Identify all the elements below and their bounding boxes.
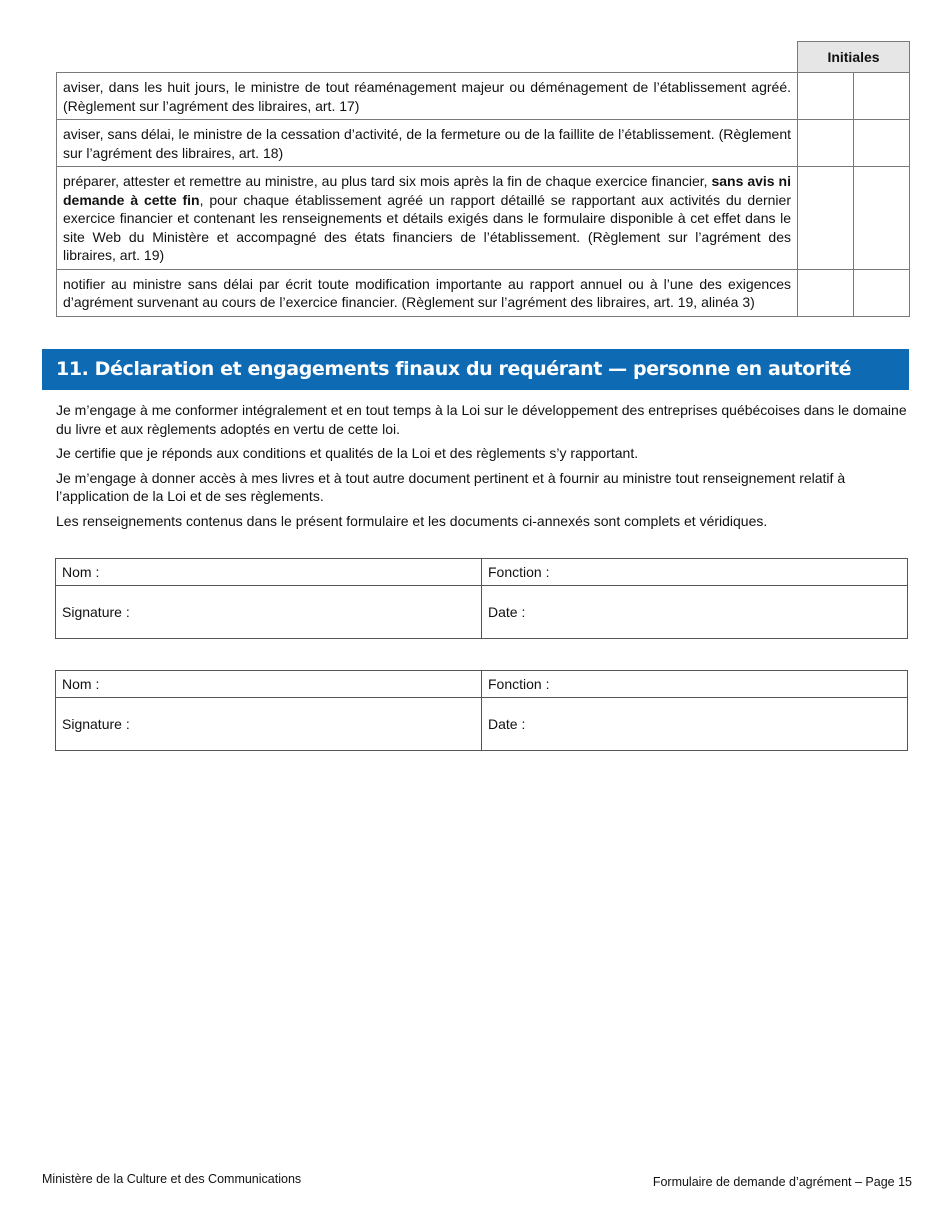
nom-field[interactable]: Nom :	[56, 671, 482, 698]
initial-box-1[interactable]	[798, 167, 854, 270]
declaration-paragraph: Les renseignements contenus dans le présent formulaire et les documents ci-annexés sont complets et véridiques.	[56, 512, 768, 529]
declaration-paragraph: Je m’engage à donner accès à mes livres et à tout autre document pertinent et à fournir au ministre tout renseignement relatif à l’application de la Loi et de ses règlements.	[56, 469, 846, 504]
signature-block-1	[55, 558, 908, 639]
obligation-text: aviser, dans les huit jours, le ministre de tout réaménagement majeur ou déménagement de l’établissement agréé. (Règlement sur l’agrément des libraires, art. 17)	[57, 73, 798, 120]
signature-block-2	[55, 670, 908, 751]
header-spacer	[57, 42, 798, 73]
obligation-text: notifier au ministre sans délai par écrit toute modification importante au rapport annuel ou à l’une des exigences d’agrément survenant au cours de l’exercice financier. (Règlement sur l’agrément des libraires, art. 19, alinéa 3)	[57, 269, 798, 316]
footer-page-number: Formulaire de demande d’agrément – Page 15	[652, 1175, 912, 1189]
declarations	[56, 401, 909, 536]
obligation-row	[57, 120, 910, 167]
initial-box-1[interactable]	[798, 120, 854, 167]
initial-box-2[interactable]	[854, 73, 910, 120]
initial-box-1[interactable]	[798, 269, 854, 316]
date-field[interactable]: Date :	[482, 698, 908, 751]
signature-field[interactable]: Signature :	[56, 698, 482, 751]
obligation-row	[57, 167, 910, 270]
initial-box-2[interactable]	[854, 269, 910, 316]
section-title: 11. Déclaration et engagements finaux du requérant — personne en autorité	[42, 349, 909, 390]
obligation-text: préparer, attester et remettre au ministre, au plus tard six mois après la fin de chaque exercice financier, sans avis ni demande à cette fin, pour chaque établissement agréé un rapport détaillé se rapportant aux activités du dernier exercice financier et contenant les renseignements et détails exigés dans le formulaire disponible à cet effet dans le site Web du Ministère et accompagné des états financiers de l’établissement. (Règlement sur l’agrément des libraires, art. 19)	[57, 167, 798, 270]
initial-box-2[interactable]	[854, 120, 910, 167]
date-field[interactable]: Date :	[482, 586, 908, 639]
nom-field[interactable]: Nom :	[56, 559, 482, 586]
obligation-text: aviser, sans délai, le ministre de la cessation d’activité, de la fermeture ou de la faillite de l’établissement. (Règlement sur l’agrément des libraires, art. 18)	[57, 120, 798, 167]
fonction-field[interactable]: Fonction :	[482, 559, 908, 586]
declaration-paragraph: Je certifie que je réponds aux conditions et qualités de la Loi et des règlements s’y rapportant.	[56, 445, 639, 461]
fonction-field[interactable]: Fonction :	[482, 671, 908, 698]
initial-box-1[interactable]	[798, 73, 854, 120]
obligations-table	[56, 41, 910, 317]
footer-ministry: Ministère de la Culture et des Communications	[42, 1172, 302, 1186]
obligation-row	[57, 269, 910, 316]
signature-field[interactable]: Signature :	[56, 586, 482, 639]
obligation-row	[57, 73, 910, 120]
initiales-header: Initiales	[798, 42, 910, 73]
initial-box-2[interactable]	[854, 167, 910, 270]
declaration-paragraph: Je m’engage à me conformer intégralement et en tout temps à la Loi sur le développement des entreprises québécoises dans le domaine du livre et aux règlements adoptés en vertu de cette loi.	[56, 402, 907, 437]
